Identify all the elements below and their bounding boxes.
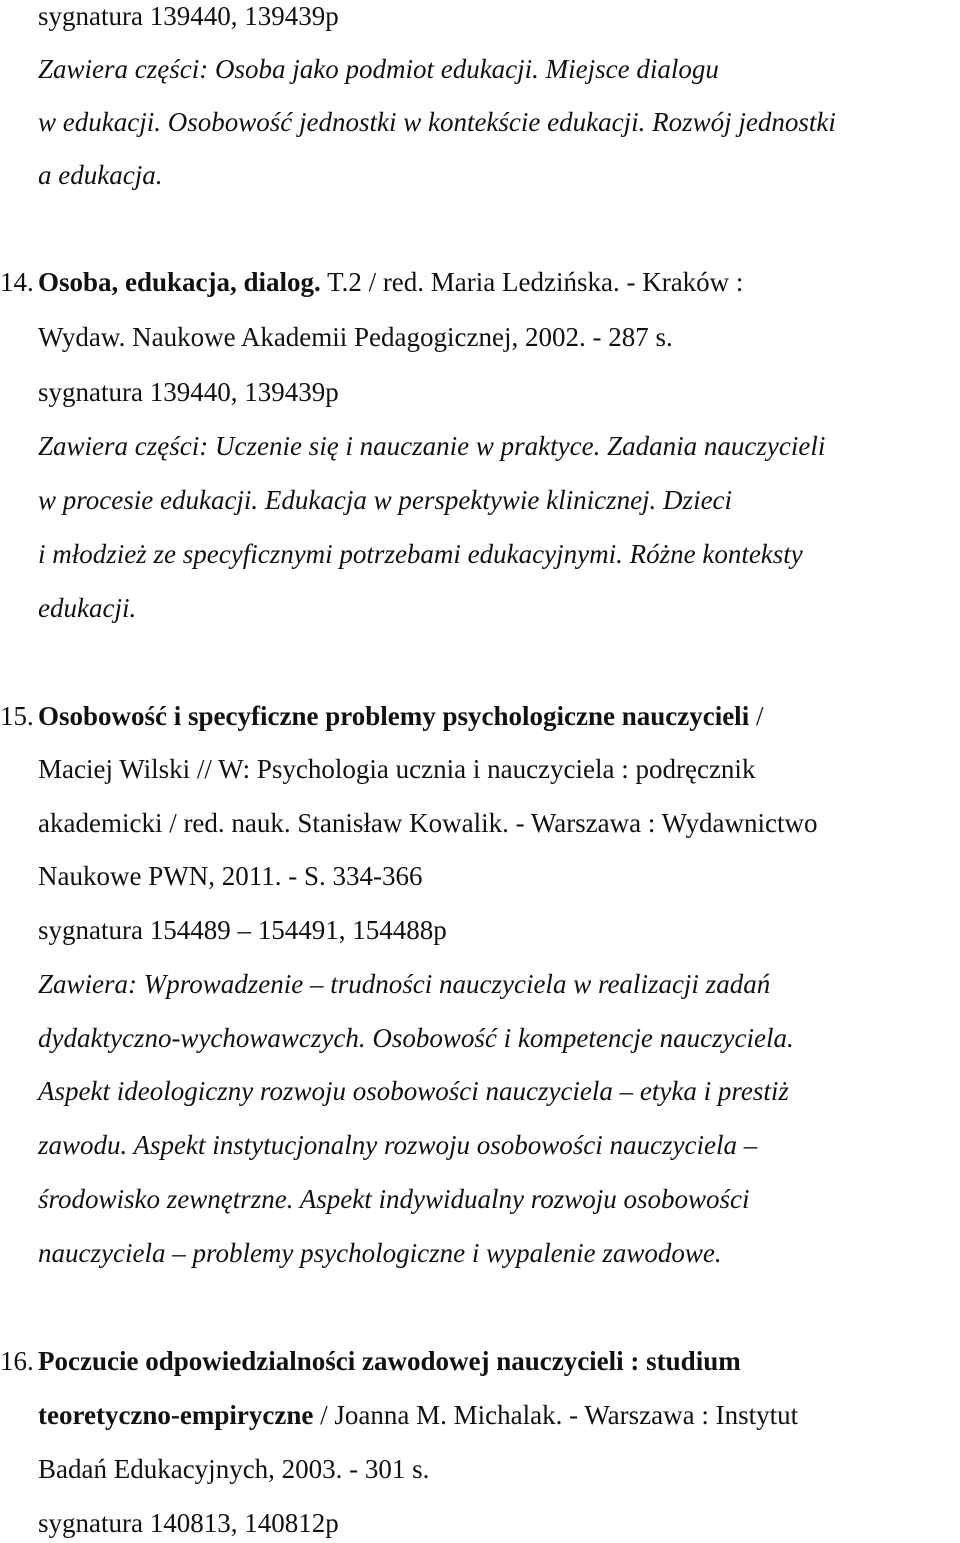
entry-second-line <box>38 1399 798 1431</box>
entry-sygnatura: sygnatura 140813, 140812p <box>38 1508 339 1538</box>
entry-contents-line: środowisko zewnętrzne. Aspekt indywidualny rozwoju osobowości <box>38 1184 750 1214</box>
entry-number: 14. <box>0 267 34 297</box>
entry-description-line: Wydaw. Naukowe Akademii Pedagogicznej, 2002. - 287 s. <box>38 322 673 352</box>
entry-contents-line: Zawiera: Wprowadzenie – trudności nauczyciela w realizacji zadań <box>38 969 771 999</box>
entry-first-line <box>38 700 763 732</box>
entry-description-line: akademicki / red. nauk. Stanisław Kowalik. - Warszawa : Wydawnictwo <box>38 808 818 838</box>
entry-title-continued: teoretyczno-empiryczne <box>38 1400 314 1430</box>
entry-contents-line: w procesie edukacji. Edukacja w perspektywie klinicznej. Dzieci <box>38 485 733 515</box>
entry-description: / Joanna M. Michalak. - Warszawa : Instytut <box>313 1400 799 1430</box>
entry-contents-line: dydaktyczno-wychowawczych. Osobowość i kompetencje nauczyciela. <box>38 1023 794 1053</box>
intro-contents-line: w edukacji. Osobowość jednostki w kontekście edukacji. Rozwój jednostki <box>38 107 836 137</box>
entry-contents-line: Zawiera części: Uczenie się i nauczanie w praktyce. Zadania nauczycieli <box>38 431 826 461</box>
entry-sygnatura: sygnatura 139440, 139439p <box>38 377 339 407</box>
entry-description-line: Naukowe PWN, 2011. - S. 334-366 <box>38 861 423 891</box>
entry-number: 15. <box>0 701 34 731</box>
entry-title: Osobowość i specyficzne problemy psychologiczne nauczycieli <box>38 701 750 731</box>
intro-sygnatura: sygnatura 139440, 139439p <box>38 1 339 31</box>
intro-contents-line: a edukacja. <box>38 160 163 190</box>
entry-sygnatura: sygnatura 154489 – 154491, 154488p <box>38 915 447 945</box>
entry-number: 16. <box>0 1346 34 1376</box>
entry-title: Poczucie odpowiedzialności zawodowej nauczycieli : studium <box>38 1346 741 1376</box>
entry-first-line <box>38 266 743 298</box>
entry-contents-line: nauczyciela – problemy psychologiczne i wypalenie zawodowe. <box>38 1238 722 1268</box>
intro-contents-line: Zawiera części: Osoba jako podmiot edukacji. Miejsce dialogu <box>38 54 719 84</box>
entry-contents-line: i młodzież ze specyficznymi potrzebami edukacyjnymi. Różne konteksty <box>38 539 803 569</box>
entry-contents-line: edukacji. <box>38 593 137 623</box>
entry-title: Osoba, edukacja, dialog. <box>38 267 321 297</box>
entry-contents-line: zawodu. Aspekt instytucjonalny rozwoju osobowości nauczyciela – <box>38 1130 758 1160</box>
entry-description: / <box>749 701 764 731</box>
entry-description-line: Badań Edukacyjnych, 2003. - 301 s. <box>38 1454 430 1484</box>
entry-description: T.2 / red. Maria Ledzińska. - Kraków : <box>320 267 744 297</box>
entry-description-line: Maciej Wilski // W: Psychologia ucznia i nauczyciela : podręcznik <box>38 754 756 784</box>
entry-contents-line: Aspekt ideologiczny rozwoju osobowości nauczyciela – etyka i prestiż <box>38 1076 789 1106</box>
